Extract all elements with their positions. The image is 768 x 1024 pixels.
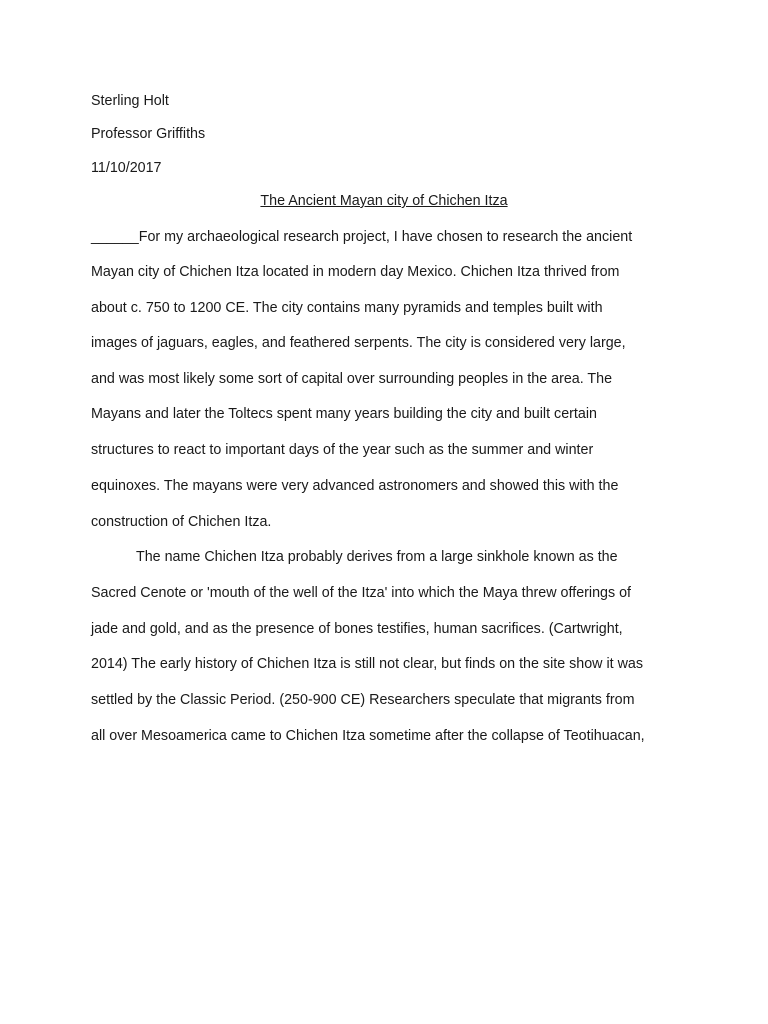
student-name: Sterling Holt	[91, 93, 169, 109]
paragraph-line: jade and gold, and as the presence of bones testifies, human sacrifices. (Cartwright,	[91, 621, 623, 637]
essay-title: The Ancient Mayan city of Chichen Itza	[260, 193, 508, 209]
paragraph-line: ______For my archaeological research project, I have chosen to research the ancient	[91, 229, 633, 245]
paragraph-line: Sacred Cenote or 'mouth of the well of the Itza' into which the Maya threw offerings of	[91, 585, 632, 601]
paragraph-line: 2014) The early history of Chichen Itza is still not clear, but finds on the site show it was	[91, 656, 644, 672]
paragraph-line: settled by the Classic Period. (250-900 CE) Researchers speculate that migrants from	[91, 692, 635, 708]
paragraph-line: images of jaguars, eagles, and feathered serpents. The city is considered very large,	[91, 335, 626, 351]
paragraph-line: about c. 750 to 1200 CE. The city contains many pyramids and temples built with	[91, 300, 603, 316]
paragraph-line: Mayans and later the Toltecs spent many years building the city and built certain	[91, 406, 597, 422]
paragraph-line: equinoxes. The mayans were very advanced astronomers and showed this with the	[91, 478, 619, 494]
paragraph-line: The name Chichen Itza probably derives from a large sinkhole known as the	[136, 549, 618, 565]
date: 11/10/2017	[91, 160, 162, 176]
paragraph-line: construction of Chichen Itza.	[91, 514, 272, 530]
paragraph-line: structures to react to important days of the year such as the summer and winter	[91, 442, 594, 458]
paragraph-line: and was most likely some sort of capital over surrounding peoples in the area. The	[91, 371, 613, 387]
paragraph-line: Mayan city of Chichen Itza located in modern day Mexico. Chichen Itza thrived from	[91, 264, 620, 280]
professor-name: Professor Griffiths	[91, 126, 206, 142]
paragraph-line: all over Mesoamerica came to Chichen Itza sometime after the collapse of Teotihuacan,	[91, 728, 645, 744]
